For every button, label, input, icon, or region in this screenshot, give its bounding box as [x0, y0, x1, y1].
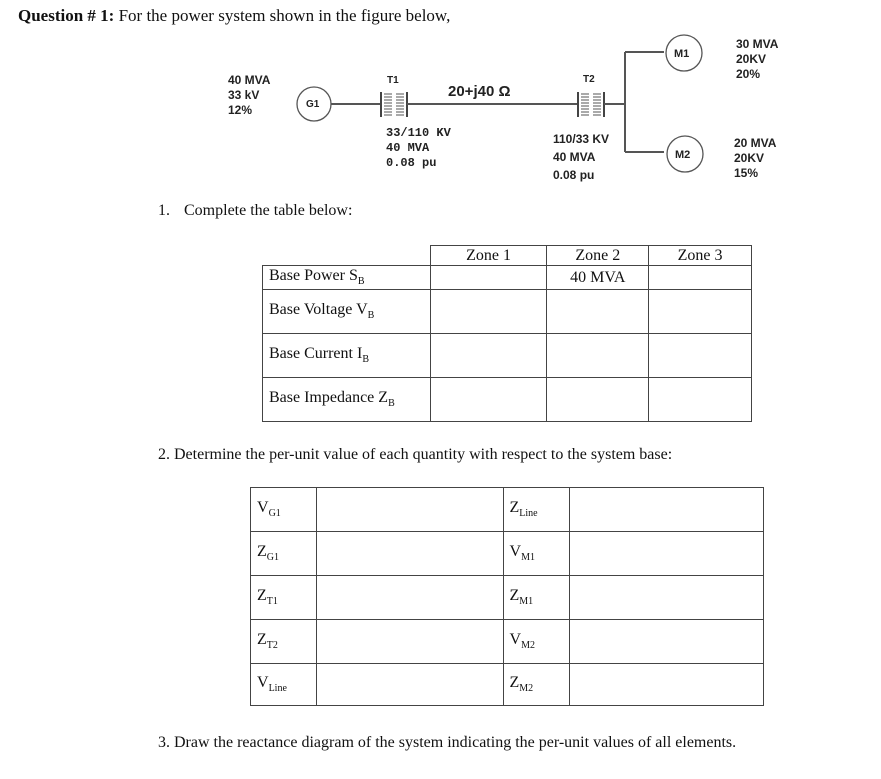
- table-cell[interactable]: 40 MVA: [547, 266, 649, 290]
- row-label: Base Power $S_B$: [263, 266, 431, 290]
- t2-label: T2: [583, 74, 595, 85]
- row-label: Base Impedance $Z_B$: [263, 378, 431, 422]
- table-cell[interactable]: [430, 378, 547, 422]
- table-cell[interactable]: [649, 334, 752, 378]
- table-cell[interactable]: [570, 576, 764, 620]
- row-label: $Z_{Line}$: [503, 488, 570, 532]
- table-row: [263, 290, 752, 334]
- table-row: [251, 532, 764, 576]
- table-corner: [263, 246, 431, 266]
- table-header-row: [263, 246, 752, 266]
- table-cell[interactable]: [570, 620, 764, 664]
- g1-rating: 40 MVA 33 kV 12%: [228, 73, 271, 117]
- question-number: Question # 1:: [18, 6, 115, 25]
- t2-rating: 110/33 KV 40 MVA 0.08 pu: [553, 132, 610, 182]
- t1-rating: 33/110 KV 40 MVA 0.08 pu: [386, 126, 451, 170]
- table-cell[interactable]: [570, 532, 764, 576]
- g1-label: G1: [306, 99, 320, 110]
- table-cell[interactable]: [649, 266, 752, 290]
- table-cell[interactable]: [430, 290, 547, 334]
- table-cell[interactable]: [570, 664, 764, 706]
- m2-rating: 20 MVA 20KV 15%: [734, 136, 777, 180]
- row-label: $Z_{M2}$: [503, 664, 570, 706]
- row-label: $V_{Line}$: [251, 664, 317, 706]
- line-impedance: 20+j40 Ω: [448, 83, 511, 100]
- table-cell[interactable]: [430, 266, 547, 290]
- table-cell[interactable]: [316, 488, 503, 532]
- task1-text: Complete the table below:: [184, 202, 353, 219]
- table-cell[interactable]: [547, 290, 649, 334]
- zone3-header: Zone 3: [649, 246, 752, 266]
- table-row: [251, 664, 764, 706]
- task2-text: 2. Determine the per-unit value of each quantity with respect to the system base:: [158, 446, 673, 463]
- base-values-table: [262, 245, 752, 422]
- table-cell[interactable]: [316, 664, 503, 706]
- table-cell[interactable]: [547, 378, 649, 422]
- row-label: $V_{M2}$: [503, 620, 570, 664]
- row-label: $V_{G1}$: [251, 488, 317, 532]
- task1-heading: [158, 202, 352, 220]
- row-label: $Z_{T1}$: [251, 576, 317, 620]
- row-label: $Z_{G1}$: [251, 532, 317, 576]
- row-label: $Z_{M1}$: [503, 576, 570, 620]
- question-text: For the power system shown in the figure below,: [118, 6, 451, 25]
- t2-symbol: [578, 92, 604, 117]
- table-row: [251, 488, 764, 532]
- table-row: [263, 266, 752, 290]
- table-cell[interactable]: [570, 488, 764, 532]
- table-row: [251, 620, 764, 664]
- task1-number: 1.: [158, 202, 170, 219]
- table-row: [263, 378, 752, 422]
- row-label: $Z_{T2}$: [251, 620, 317, 664]
- table-cell[interactable]: [316, 532, 503, 576]
- t1-symbol: [381, 92, 407, 117]
- table-row: [251, 576, 764, 620]
- table-cell[interactable]: [316, 620, 503, 664]
- table-cell[interactable]: [316, 576, 503, 620]
- zone1-header: Zone 1: [430, 246, 547, 266]
- per-unit-table: [250, 487, 764, 706]
- t1-label: T1: [387, 75, 399, 86]
- table-row: [263, 334, 752, 378]
- zone2-header: Zone 2: [547, 246, 649, 266]
- table-cell[interactable]: [547, 334, 649, 378]
- task3-text: 3. Draw the reactance diagram of the system indicating the per-unit values of all elements.: [158, 734, 737, 751]
- table-cell[interactable]: [430, 334, 547, 378]
- table-cell[interactable]: [649, 378, 752, 422]
- table-cell[interactable]: [649, 290, 752, 334]
- row-label: $V_{M1}$: [503, 532, 570, 576]
- m2-label: M2: [675, 149, 691, 161]
- row-label: Base Current $I_B$: [263, 334, 431, 378]
- m1-label: M1: [674, 48, 690, 60]
- m1-rating: 30 MVA 20KV 20%: [736, 37, 779, 81]
- row-label: Base Voltage $V_B$: [263, 290, 431, 334]
